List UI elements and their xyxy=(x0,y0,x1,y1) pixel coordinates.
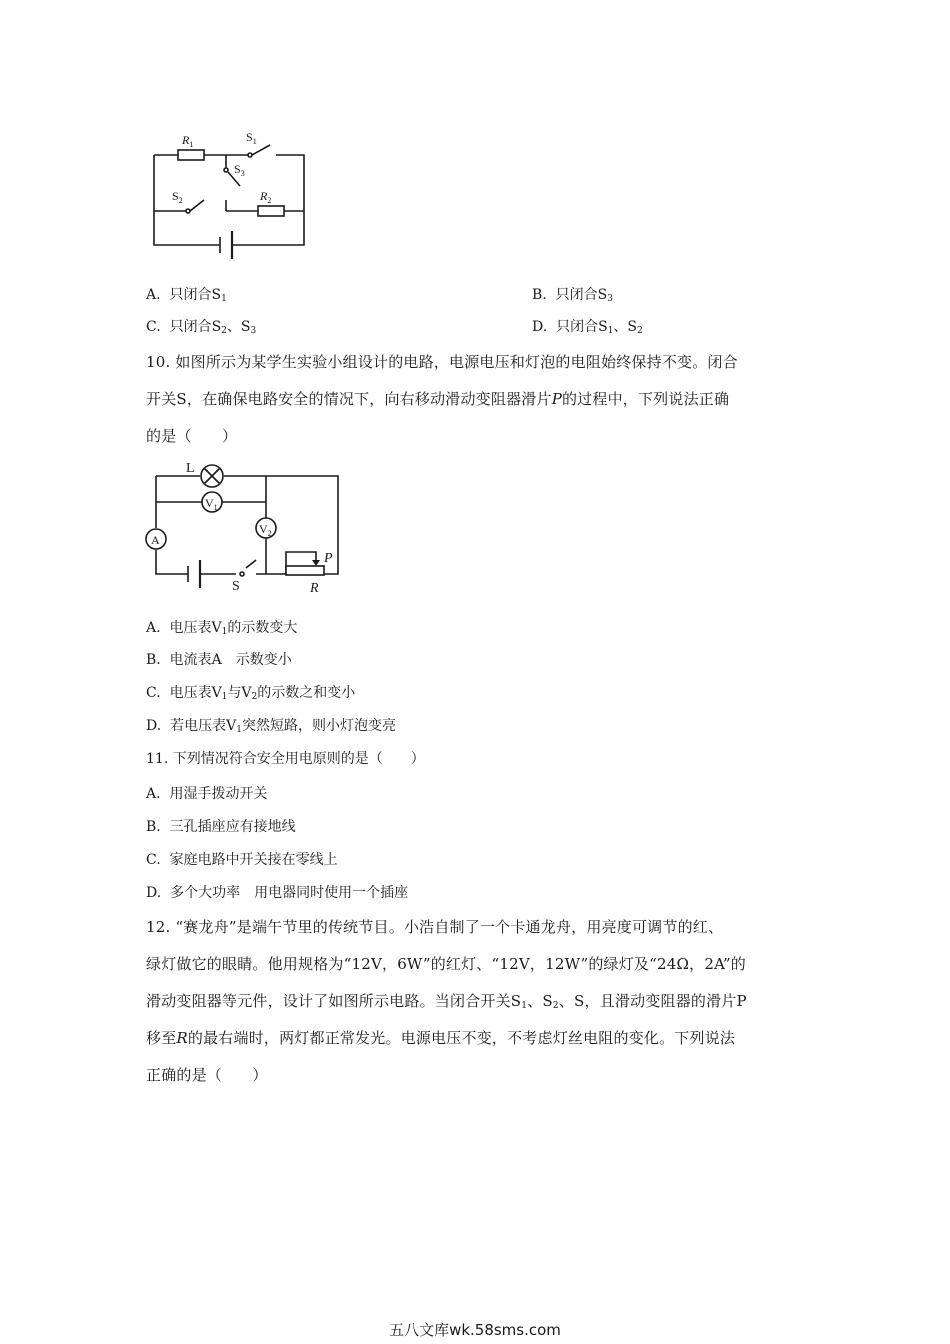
q12-stem-line-1: 12. “赛龙舟”是端午节里的传统节目。小浩自制了一个卡通龙舟，用亮度可调节的红、 xyxy=(146,918,724,936)
q10-option-c[interactable] xyxy=(146,684,355,702)
option-text: 三孔插座应有接地线 xyxy=(169,819,296,835)
option-text: 、S xyxy=(226,319,251,335)
r2-label: $R_2$ xyxy=(260,189,272,205)
q12-stem-line-3: 滑动变阻器等元件，设计了如图所示电路。当闭合开关$S_1$、$S_2$、S，且滑动变阻器的滑片P xyxy=(146,992,747,1011)
option-subscript: 2 xyxy=(637,326,643,336)
option-text: 电压表V xyxy=(169,620,222,636)
q11-stem: 11. 下列情况符合安全用电原则的是（ ） xyxy=(146,751,425,767)
option-text: 与V xyxy=(227,685,252,701)
rheostat-r-label: R xyxy=(310,581,319,596)
q10-stem-line-3: 的是（ ） xyxy=(146,427,238,445)
option-subscript: 3 xyxy=(250,326,257,336)
option-letter: A. xyxy=(146,786,161,802)
lamp-label: L xyxy=(186,461,195,476)
footer-watermark: 五八文库wk.58sms.com xyxy=(389,1321,561,1339)
option-letter: B. xyxy=(146,652,161,668)
option-letter: C. xyxy=(146,319,161,335)
option-subscript: 2 xyxy=(221,326,227,336)
circuit-diagram-q9 xyxy=(140,120,320,260)
option-letter: C. xyxy=(146,852,161,868)
v1-label: $V_1$ xyxy=(205,496,218,512)
option-text: 突然短路，则小灯泡变亮 xyxy=(241,718,396,734)
option-text: 家庭电路中开关接在零线上 xyxy=(169,852,338,868)
ammeter-label: A xyxy=(151,533,160,547)
option-letter: B. xyxy=(532,287,547,303)
option-letter: D. xyxy=(146,885,162,901)
option-subscript: 3 xyxy=(607,294,613,304)
option-subscript: 1 xyxy=(221,692,228,702)
option-letter: A. xyxy=(146,620,161,636)
q10-stem-line-2: 开关S，在确保电路安全的情况下，向右移动滑动变阻器滑片P的过程中，下列说法正确 xyxy=(146,390,730,408)
q9-option-a[interactable] xyxy=(146,286,227,304)
option-text: 电压表V xyxy=(169,685,222,701)
q9-option-b[interactable] xyxy=(532,286,613,304)
q11-option-b[interactable] xyxy=(146,818,296,836)
option-letter: B. xyxy=(146,819,161,835)
q11-option-a[interactable] xyxy=(146,785,267,803)
option-text: 若电压表V xyxy=(170,718,237,734)
r1-label: $R_1$ xyxy=(182,133,194,149)
slider-p-label: P xyxy=(324,551,333,566)
q10-option-b[interactable] xyxy=(146,651,292,669)
s1-label: $S_1$ xyxy=(246,130,257,146)
q11-option-d[interactable] xyxy=(146,884,408,902)
option-text: 的示数之和变小 xyxy=(257,685,356,701)
option-subscript: 1 xyxy=(221,627,228,637)
option-text: 用湿手拨动开关 xyxy=(169,786,268,802)
s2-label: $S_2$ xyxy=(172,189,183,205)
option-text: 多个大功率 用电器同时使用一个插座 xyxy=(170,885,409,901)
option-text: 只闭合S xyxy=(556,319,608,335)
q12-stem-line-2: 绿灯做它的眼睛。他用规格为“12V，6W”的红灯、“12V，12W”的绿灯及“24Ω，2A”的 xyxy=(146,955,746,973)
option-text: 的示数变大 xyxy=(227,620,298,636)
circuit-diagram-q10 xyxy=(140,456,360,596)
q9-option-c[interactable] xyxy=(146,318,256,336)
v2-label: $V_2$ xyxy=(259,522,272,538)
option-subscript: 2 xyxy=(251,692,258,702)
q10-option-d[interactable] xyxy=(146,717,396,735)
option-letter: D. xyxy=(532,319,548,335)
option-subscript: 1 xyxy=(607,326,614,336)
q11-option-c[interactable] xyxy=(146,851,338,869)
option-subscript: 1 xyxy=(221,294,227,304)
option-text: 只闭合S xyxy=(169,287,222,303)
option-text: 电流表A 示数变小 xyxy=(169,652,292,668)
option-text: 只闭合S xyxy=(555,287,608,303)
option-letter: D. xyxy=(146,718,162,734)
option-letter: C. xyxy=(146,685,161,701)
s3-label: $S_3$ xyxy=(234,162,245,178)
option-subscript: 1 xyxy=(236,725,242,735)
q10-stem-line-1: 10. 如图所示为某学生实验小组设计的电路，电源电压和灯泡的电阻始终保持不变。闭合 xyxy=(146,353,738,371)
q10-option-a[interactable] xyxy=(146,619,297,637)
switch-label: S xyxy=(232,579,240,594)
q9-option-d[interactable] xyxy=(532,318,643,336)
q12-stem-line-5: 正确的是（ ） xyxy=(146,1066,268,1084)
option-text: 、S xyxy=(613,319,638,335)
option-text: 只闭合S xyxy=(169,319,222,335)
q12-stem-line-4: 移至R的最右端时，两灯都正常发光。电源电压不变，不考虑灯丝电阻的变化。下列说法 xyxy=(146,1029,736,1047)
option-letter: A. xyxy=(146,287,161,303)
